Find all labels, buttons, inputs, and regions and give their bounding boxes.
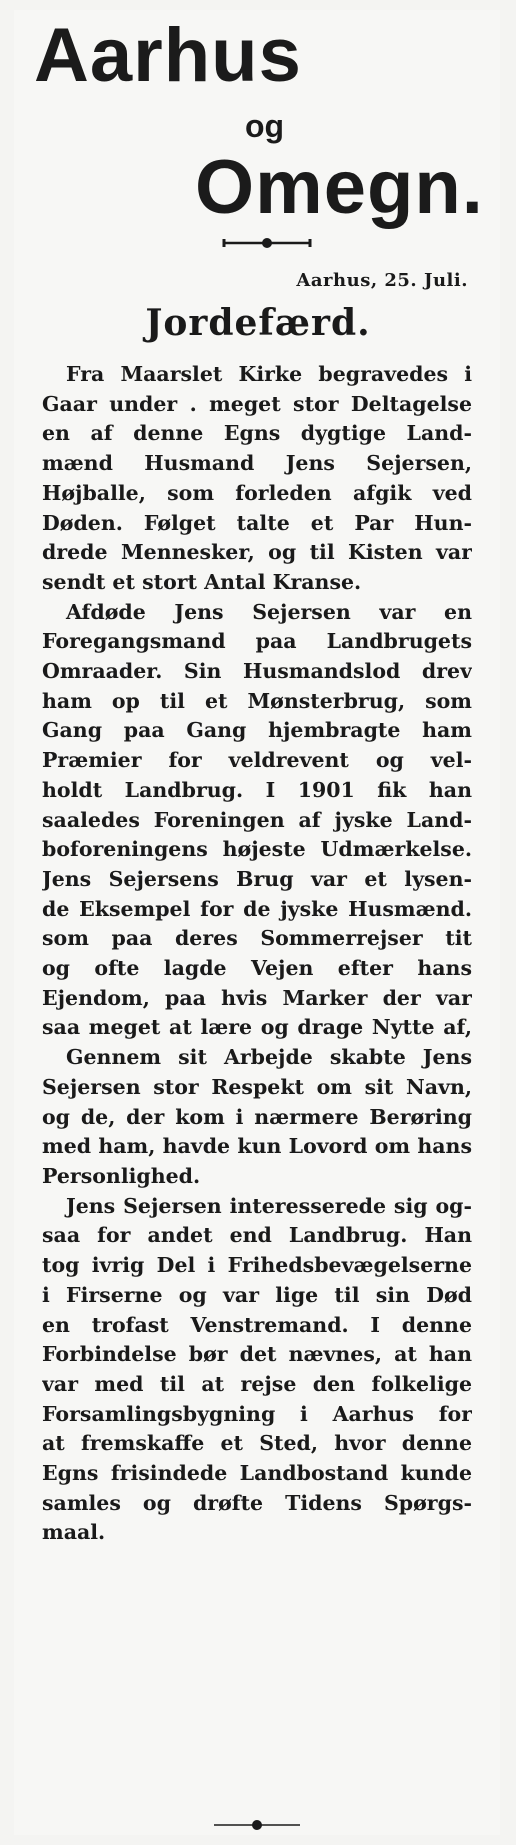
- text-line: ham op til et Mønsterbrug, som: [42, 688, 472, 713]
- paragraph-4: [42, 1192, 472, 1548]
- text-line: Omraader. Sin Husmandslod drev: [42, 659, 472, 684]
- text-line: en af denne Egns dygtige Land-: [42, 421, 472, 446]
- text-line: at fremskaffe et Sted, hvor denne: [42, 1431, 472, 1456]
- text-line: som paa deres Sommerrejser tit: [42, 926, 472, 951]
- text-line: og ofte lagde Vejen efter hans: [42, 956, 472, 981]
- text-line: mænd Husmand Jens Sejersen,: [42, 451, 472, 476]
- text-line: Gang paa Gang hjembragte ham: [42, 718, 472, 743]
- text-line: Døden. Følget talte et Par Hun-: [42, 510, 472, 535]
- text-line: holdt Landbrug. I 1901 fik han: [42, 777, 472, 802]
- text-line: de Eksempel for de jyske Husmænd.: [42, 896, 472, 921]
- text-line: Gennem sit Arbejde skabte Jens: [66, 1045, 472, 1070]
- text-line: Forbindelse bør det nævnes, at han: [42, 1342, 472, 1367]
- text-line: saa meget at lære og drage Nytte af,: [42, 1015, 472, 1040]
- text-line: maal.: [42, 1520, 106, 1545]
- text-line: saaledes Foreningen af jyske Land-: [42, 807, 472, 832]
- text-line: Gaar under . meget stor Deltagelse: [42, 391, 472, 416]
- paragraph-1: [42, 360, 472, 598]
- text-line: Højballe, som forleden afgik ved: [42, 480, 472, 505]
- text-line: i Firserne og var lige til sin Død: [42, 1282, 472, 1307]
- text-line: Afdøde Jens Sejersen var en: [66, 599, 472, 624]
- text-line: en trofast Venstremand. I denne: [42, 1312, 472, 1337]
- text-line: Personlighed.: [42, 1163, 201, 1188]
- text-line: Ejendom, paa hvis Marker der var: [42, 985, 472, 1010]
- text-line: tog ivrig Del i Frihedsbevægelserne: [42, 1253, 472, 1278]
- masthead-title-omegn: Omegn.: [195, 145, 484, 230]
- text-line: Forsamlingsbygning i Aarhus for: [42, 1401, 472, 1426]
- paragraph-3: [42, 1043, 472, 1192]
- masthead-title-og: og: [245, 108, 285, 144]
- paragraph-2: [42, 598, 472, 1044]
- masthead-title-aarhus: Aarhus: [34, 13, 302, 98]
- text-line: og de, der kom i nærmere Berøring: [42, 1104, 472, 1129]
- text-line: Egns frisindede Landbostand kunde: [42, 1461, 472, 1486]
- article-body: [42, 360, 472, 1548]
- text-line: Præmier for veldrevent og vel-: [42, 748, 472, 773]
- divider-ornament: [222, 236, 312, 250]
- text-line: Sejersen stor Respekt om sit Navn,: [42, 1074, 472, 1099]
- text-line: var med til at rejse den folkelige: [42, 1371, 472, 1396]
- text-line: saa for andet end Landbrug. Han: [42, 1223, 472, 1248]
- text-line: med ham, havde kun Lovord om hans: [42, 1134, 472, 1159]
- text-line: samles og drøfte Tidens Spørgs-: [42, 1490, 472, 1515]
- text-line: boforeningens højeste Udmærkelse.: [42, 837, 472, 862]
- text-line: Jens Sejersens Brug var et lysen-: [42, 866, 472, 891]
- end-ornament: [212, 1818, 302, 1832]
- text-line: Fra Maarslet Kirke begravedes i: [66, 362, 472, 386]
- article-headline: Jordefærd.: [145, 302, 371, 344]
- text-line: drede Mennesker, og til Kisten var: [42, 540, 472, 565]
- dateline: Aarhus, 25. Juli.: [296, 270, 468, 291]
- text-line: Foregangsmand paa Landbrugets: [42, 629, 472, 654]
- text-line: sendt et stort Antal Kranse.: [42, 569, 362, 594]
- text-line: Jens Sejersen interesserede sig og-: [66, 1193, 472, 1218]
